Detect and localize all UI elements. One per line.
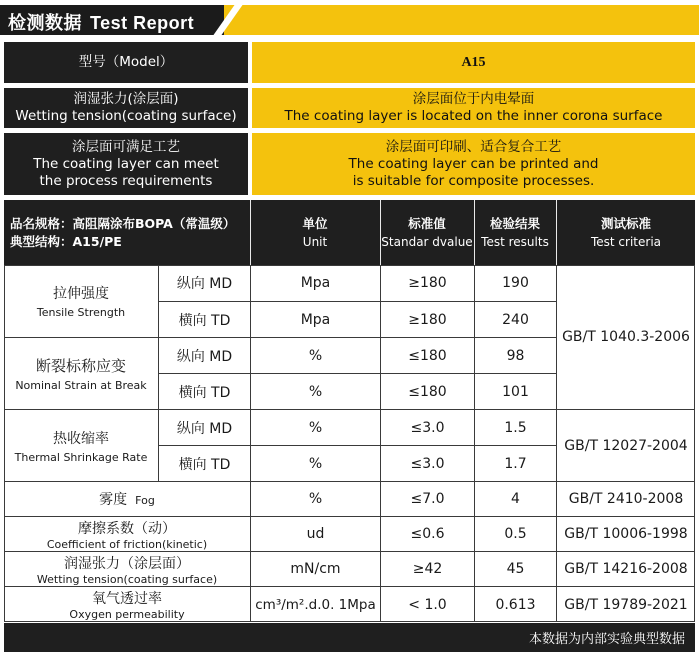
direction-cell: 纵向 MD xyxy=(158,337,250,373)
standard-header-en: Standar dvalue xyxy=(381,234,473,249)
property-wetting xyxy=(4,551,250,586)
unit-cell: Mpa xyxy=(250,301,380,337)
result-cell: 98 xyxy=(474,337,556,373)
standard-cell: ≥42 xyxy=(380,551,474,586)
property-shrinkage xyxy=(4,409,158,481)
product-name-text: 品名规格：高阻隔涂布BOPA（常温级） xyxy=(10,215,236,231)
direction-cell: 横向 TD xyxy=(158,301,250,337)
direction-cell: 横向 TD xyxy=(158,373,250,409)
process-band-label xyxy=(4,133,248,195)
report-title-cn: 检测数据 xyxy=(8,13,82,34)
direction-cell: 纵向 MD xyxy=(158,265,250,301)
property-name-cn: 断裂标称应变 xyxy=(35,357,126,375)
result-cell: 101 xyxy=(474,373,556,409)
criteria-cell: GB/T 12027-2004 xyxy=(556,409,695,481)
criteria-cell: GB/T 2410-2008 xyxy=(556,481,695,516)
standard-header xyxy=(381,200,473,265)
data-table xyxy=(4,265,695,622)
standard-cell: ≥180 xyxy=(380,301,474,337)
product-structure-text: 典型结构：A15/PE xyxy=(10,233,122,249)
standard-cell: < 1.0 xyxy=(380,586,474,622)
unit-cell: cm³/m².d.0. 1Mpa xyxy=(250,586,380,622)
report-header xyxy=(0,0,699,40)
unit-header xyxy=(251,200,379,265)
direction-cell: 纵向 MD xyxy=(158,409,250,445)
table-header xyxy=(4,200,695,265)
direction-cell: 横向 TD xyxy=(158,445,250,481)
product-spec-header xyxy=(4,200,250,265)
unit-cell: % xyxy=(250,481,380,516)
model-label xyxy=(4,42,248,83)
property-tensile xyxy=(4,265,158,337)
process-band-label-cn: 涂层面可满足工艺 xyxy=(72,138,180,155)
unit-cell: Mpa xyxy=(250,265,380,301)
footer-note xyxy=(4,623,695,652)
unit-cell: % xyxy=(250,337,380,373)
property-oxygen xyxy=(4,586,250,622)
footer-note-text: 本数据为内部实验典型数据 xyxy=(528,632,685,647)
wetting-band-label-en: Wetting tension(coating surface) xyxy=(15,108,237,124)
standard-header-cn: 标准值 xyxy=(408,215,446,231)
property-name-cn: 拉伸强度 xyxy=(53,286,109,302)
wetting-band-label-cn: 润湿张力(涂层面) xyxy=(73,91,179,107)
standard-cell: ≤7.0 xyxy=(380,481,474,516)
result-cell: 1.7 xyxy=(474,445,556,481)
property-strain xyxy=(4,337,158,409)
standard-cell: ≤3.0 xyxy=(380,409,474,445)
process-band-value-cn: 涂层面可印刷、适合复合工艺 xyxy=(385,138,562,155)
property-name-en: Wetting tension(coating surface) xyxy=(36,572,218,586)
model-label-text: 型号（Model） xyxy=(78,54,174,70)
criteria-header xyxy=(557,200,695,265)
result-cell: 0.5 xyxy=(474,516,556,551)
result-cell: 190 xyxy=(474,265,556,301)
unit-cell: % xyxy=(250,445,380,481)
unit-header-en: Unit xyxy=(302,234,328,249)
unit-cell: % xyxy=(250,373,380,409)
result-header-cn: 检验结果 xyxy=(489,215,540,231)
criteria-cell: GB/T 19789-2021 xyxy=(556,586,695,622)
process-band-label-en1: The coating layer can meet xyxy=(33,155,219,172)
criteria-cell: GB/T 10006-1998 xyxy=(556,516,695,551)
wetting-band xyxy=(4,88,695,128)
model-value xyxy=(252,42,695,83)
unit-cell: % xyxy=(250,409,380,445)
property-name-cn: 润湿张力（涂层面） xyxy=(64,555,190,572)
result-cell: 45 xyxy=(474,551,556,586)
property-name-en: Nominal Strain at Break xyxy=(15,379,147,392)
result-cell: 240 xyxy=(474,301,556,337)
property-name-en: Thermal Shrinkage Rate xyxy=(14,450,148,464)
property-friction xyxy=(4,516,250,551)
criteria-cell: GB/T 14216-2008 xyxy=(556,551,695,586)
report-title-en: Test Report xyxy=(90,13,195,33)
report-title xyxy=(8,9,194,35)
standard-cell: ≥180 xyxy=(380,265,474,301)
unit-header-cn: 单位 xyxy=(302,215,328,231)
result-cell: 1.5 xyxy=(474,409,556,445)
process-band-value xyxy=(252,133,695,195)
standard-cell: ≤180 xyxy=(380,373,474,409)
wetting-band-label xyxy=(4,88,248,128)
process-band-label-en2: the process requirements xyxy=(39,172,213,189)
result-cell: 0.613 xyxy=(474,586,556,622)
standard-cell: ≤3.0 xyxy=(380,445,474,481)
property-fog xyxy=(4,481,250,516)
process-band-value-en1: The coating layer can be printed and xyxy=(348,155,599,172)
standard-cell: ≤180 xyxy=(380,337,474,373)
wetting-band-value-en: The coating layer is located on the inner corona surface xyxy=(284,108,663,124)
result-header xyxy=(475,200,555,265)
criteria-header-cn: 测试标准 xyxy=(600,215,651,231)
property-name-cn: 热收缩率 xyxy=(53,430,109,447)
property-name-en: Oxygen permeability xyxy=(69,608,185,621)
criteria-cell: GB/T 1040.3-2006 xyxy=(556,265,695,409)
result-cell: 4 xyxy=(474,481,556,516)
unit-cell: ud xyxy=(250,516,380,551)
wetting-band-value-cn: 涂层面位于内电晕面 xyxy=(412,91,535,107)
wetting-band-value xyxy=(252,88,695,128)
property-name-cn: 摩擦系数（动） xyxy=(78,520,176,537)
unit-cell: mN/cm xyxy=(250,551,380,586)
header-accent-bar xyxy=(215,5,699,35)
result-header-en: Test results xyxy=(481,234,549,249)
process-band-value-en2: is suitable for composite processes. xyxy=(352,172,595,189)
criteria-header-en: Test criteria xyxy=(590,234,662,249)
standard-cell: ≤0.6 xyxy=(380,516,474,551)
process-band xyxy=(4,133,695,195)
model-value-text: A15 xyxy=(461,55,486,70)
property-name-en: Fog xyxy=(135,493,155,507)
property-name-en: Tensile Strength xyxy=(36,306,126,319)
model-band xyxy=(4,42,695,83)
property-name-cn: 雾度 xyxy=(99,492,128,508)
property-name-cn: 氧气透过率 xyxy=(92,591,162,607)
property-name-en: Coefficient of friction(kinetic) xyxy=(46,537,208,551)
